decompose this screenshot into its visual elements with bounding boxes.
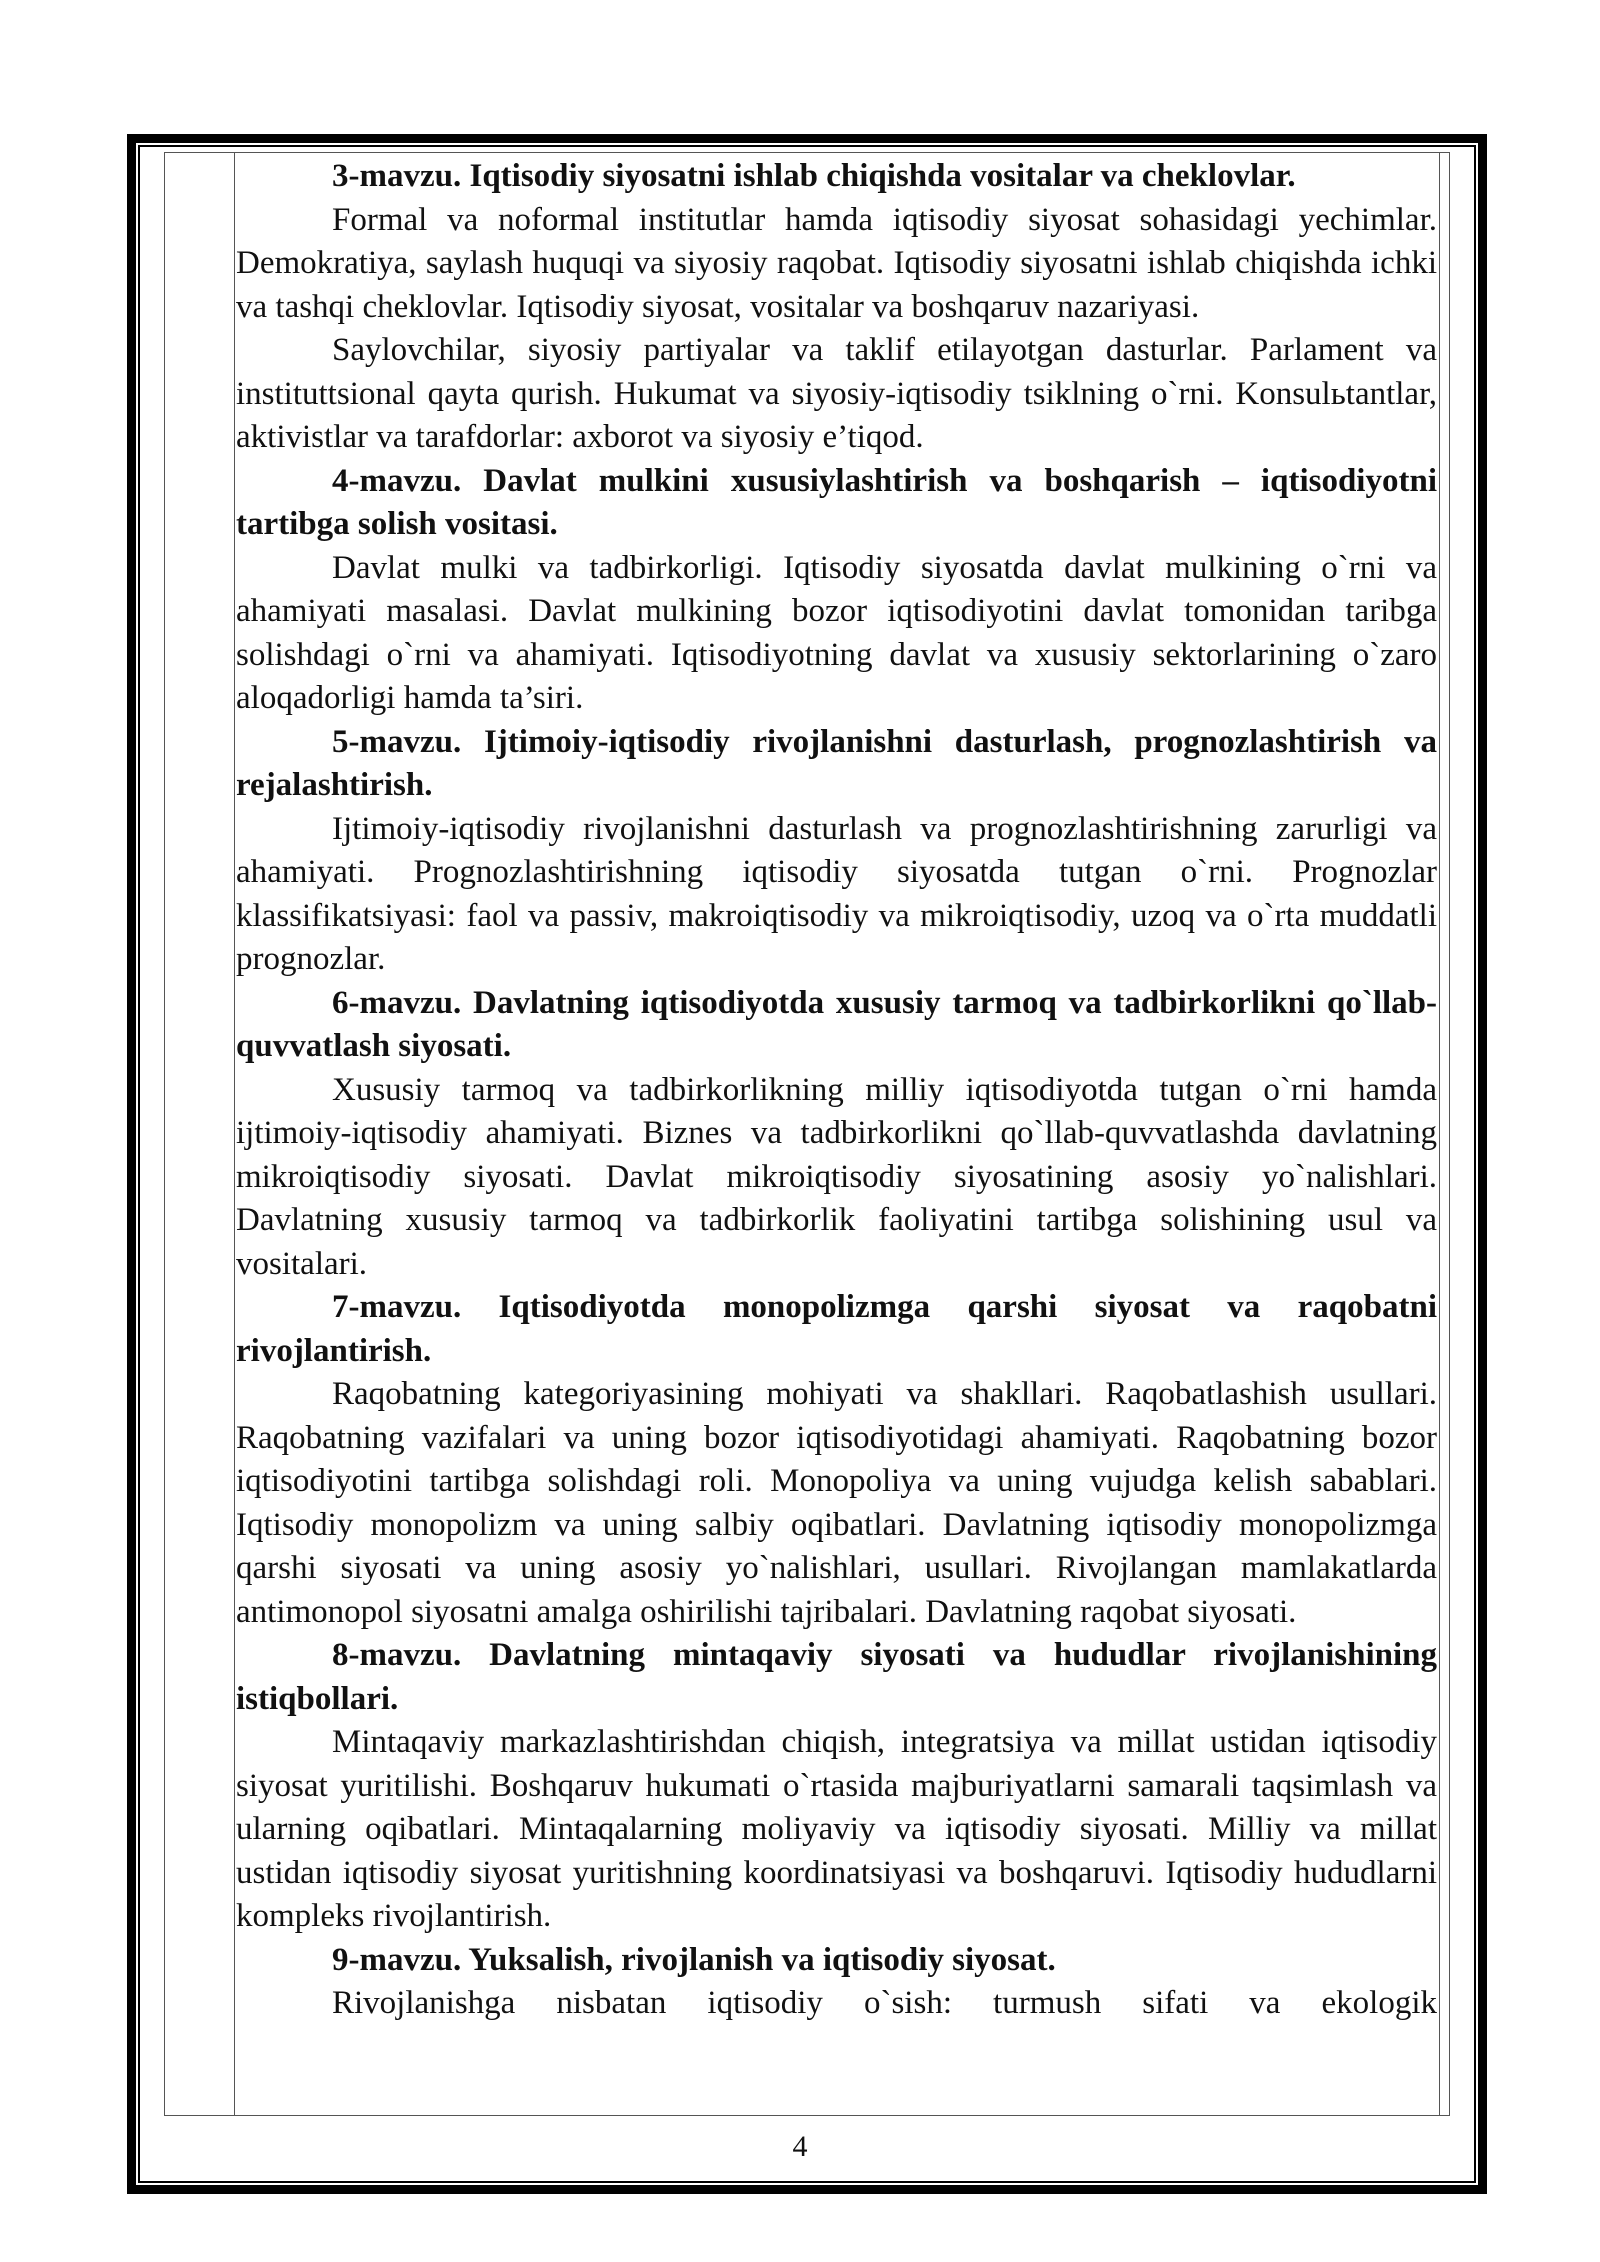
section-9-paragraph-1: Rivojlanishga nisbatan iqtisodiy o`sish: turmush sifati va ekologik	[332, 1985, 1437, 2021]
table-column-divider	[234, 152, 235, 2116]
section-4-paragraph-1: Davlat mulki va tadbirkorligi. Iqtisodiy siyosatda davlat mulkining o`rni va ahamiyati masalasi. Davlat mulkining bozor iqtisodiyotini davlat tomonidan taribga solishdagi o`rni va ahamiyati. Iqtisodiyotning davlat va xususiy sektorlarining o`zaro aloqadorligi hamda ta’siri.	[236, 549, 1437, 716]
section-6-heading: 6-mavzu. Davlatning iqtisodiyotda xususiy tarmoq va tadbirkorlikni qo`llab-quvvatlash siyosati.	[236, 984, 1437, 1064]
table-right-divider	[1439, 152, 1440, 2116]
section-6-paragraph-1: Xususiy tarmoq va tadbirkorlikning milliy iqtisodiyotda tutgan o`rni hamda ijtimoiy-iqtisodiy ahamiyati. Biznes va tadbirkorlikni qo`llab-quvvatlashda davlatning mikroiqtisodiy siyosati. Davlat mikroiqtisodiy siyosatining asosiy yo`nalishlari. Davlatning xususiy tarmoq va tadbirkorlik faoliyatini tartibga solishining usul va vositalari.	[236, 1071, 1437, 1282]
section-3-paragraph-2: Saylovchilar, siyosiy partiyalar va taklif etilayotgan dasturlar. Parlament va instituttsional qayta qurish. Hukumat va siyosiy-iqtisodiy tsiklning o`rni. Konsulьtantlar, aktivistlar va tarafdorlar: axborot va siyosiy e’tiqod.	[236, 332, 1437, 455]
section-7-paragraph-1: Raqobatning kategoriyasining mohiyati va shakllari. Raqobatlashish usullari. Raqobatning vazifalari va uning bozor iqtisodiyotidagi ahamiyati. Raqobatning bozor iqtisodiyotini tartibga solishdagi roli. Monopoliya va uning vujudga kelish sabablari. Iqtisodiy monopolizm va uning salbiy oqibatlari. Davlatning iqtisodiy monopolizmga qarshi siyosati va uning asosiy yo`nalishlari, usullari. Rivojlangan mamlakatlarda antimonopol siyosatni amalga oshirilishi tajribalari. Davlatning raqobat siyosati.	[236, 1376, 1437, 1630]
section-9-heading: 9-mavzu. Yuksalish, rivojlanish va iqtisodiy siyosat.	[332, 1941, 1056, 1978]
section-4-heading: 4-mavzu. Davlat mulkini xususiylashtirish va boshqarish – iqtisodiyotni tartibga solish vositasi.	[236, 462, 1437, 542]
section-8-heading: 8-mavzu. Davlatning mintaqaviy siyosati va hududlar rivojlanishining istiqbollari.	[236, 1637, 1437, 1717]
section-5-paragraph-1: Ijtimoiy-iqtisodiy rivojlanishni dasturlash va prognozlashtirishning zarurligi va ahamiyati. Prognozlashtirishning iqtisodiy siyosatda tutgan o`rni. Prognozlar klassifikatsiyasi: faol va passiv, makroiqtisodiy va mikroiqtisodiy, uzoq va o`rta muddatli prognozlar.	[236, 810, 1437, 977]
section-5-heading: 5-mavzu. Ijtimoiy-iqtisodiy rivojlanishni dasturlash, prognozlashtirish va rejalashtirish.	[236, 723, 1437, 803]
section-3-heading: 3-mavzu. Iqtisodiy siyosatni ishlab chiqishda vositalar va cheklovlar.	[332, 158, 1296, 194]
section-7-heading: 7-mavzu. Iqtisodiyotda monopolizmga qarshi siyosat va raqobatni rivojlantirish.	[236, 1289, 1437, 1369]
document-body	[236, 155, 1437, 2026]
page-number: 4	[792, 2130, 808, 2163]
section-8-paragraph-1: Mintaqaviy markazlashtirishdan chiqish, integratsiya va millat ustidan iqtisodiy siyosat yuritilishi. Boshqaruv hukumati o`rtasida majburiyatlarni samarali taqsimlash va ularning oqibatlari. Mintaqalarning moliyaviy va iqtisodiy siyosati. Milliy va millat ustidan iqtisodiy siyosat yuritishning koordinatsiyasi va boshqaruvi. Iqtisodiy hududlarni kompleks rivojlantirish.	[236, 1724, 1437, 1934]
section-3-paragraph-1: Formal va noformal institutlar hamda iqtisodiy siyosat sohasidagi yechimlar. Demokratiya, saylash huquqi va siyosiy raqobat. Iqtisodiy siyosatni ishlab chiqishda ichki va tashqi cheklovlar. Iqtisodiy siyosat, vositalar va boshqaruv nazariyasi.	[236, 201, 1437, 325]
